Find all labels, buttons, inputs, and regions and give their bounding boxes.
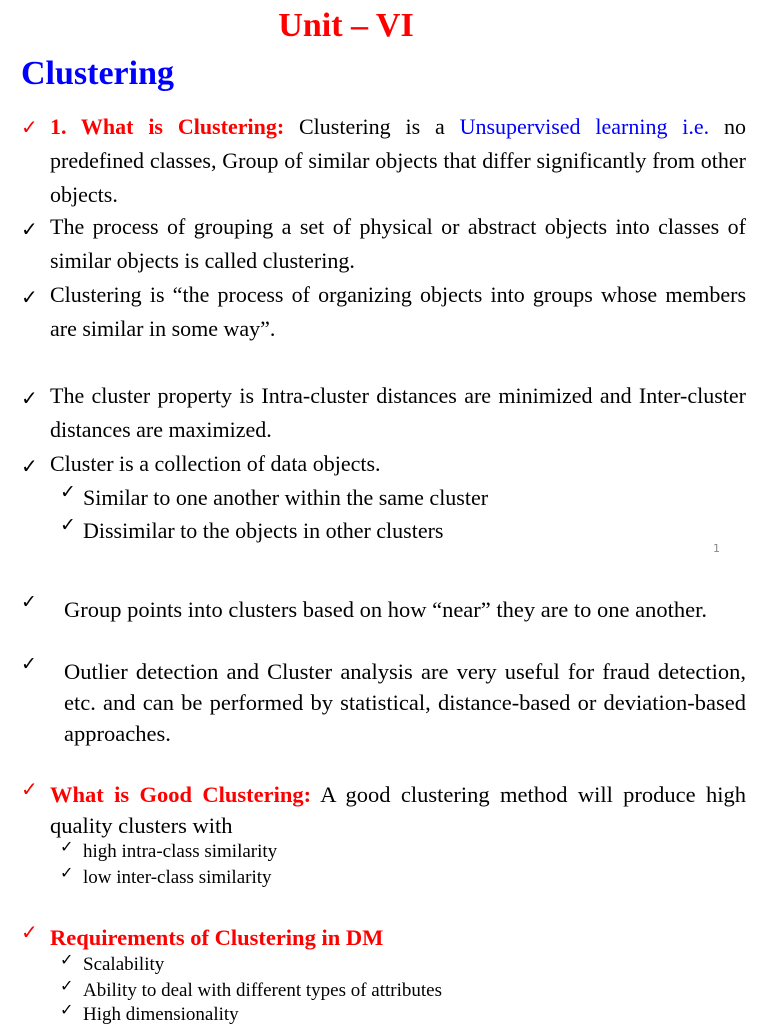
paragraph-text: Clustering is a (284, 114, 460, 139)
check-icon: ✓ (60, 837, 74, 856)
check-icon: ✓ (21, 454, 38, 478)
subitem-high-dimensionality: High dimensionality (83, 1004, 239, 1025)
subitem-high-intra-class: high intra-class similarity (83, 841, 278, 862)
paragraph-text: no predefined classes, Group of similar objects that differ significantly from other objects. (50, 114, 746, 207)
cluster-collection-paragraph: Cluster is a collection of data objects. (50, 451, 381, 476)
unsupervised-learning-highlight: Unsupervised learning i.e. (459, 114, 710, 139)
what-is-clustering-paragraph (50, 110, 746, 212)
check-icon: ✓ (21, 653, 37, 675)
check-icon: ✓ (21, 386, 38, 410)
check-icon: ✓ (21, 591, 37, 613)
outlier-detection-paragraph: Outlier detection and Cluster analysis are very useful for fraud detection, etc. and can be performed by statistical, distance-based or deviation-based approaches. (64, 659, 746, 746)
check-icon: ✓ (60, 863, 74, 882)
check-icon: ✓ (60, 976, 74, 995)
subitem-similar: Similar to one another within the same cluster (83, 485, 489, 510)
page-number: 1 (713, 542, 720, 555)
check-icon: ✓ (60, 1000, 74, 1019)
requirements-heading: Requirements of Clustering in DM (50, 925, 384, 950)
what-is-clustering-heading: 1. What is Clustering: (50, 114, 285, 139)
grouping-process-paragraph: The process of grouping a set of physical or abstract objects into classes of similar objects is called clustering. (50, 214, 746, 273)
subitem-dissimilar: Dissimilar to the objects in other clusters (83, 518, 444, 543)
check-icon: ✓ (21, 920, 38, 944)
good-clustering-paragraph (50, 779, 746, 841)
check-icon: ✓ (60, 950, 74, 969)
check-icon: ✓ (21, 777, 38, 801)
check-icon: ✓ (21, 115, 38, 139)
group-points-paragraph: Group points into clusters based on how “near” they are to one another. (64, 597, 707, 622)
subitem-attributes: Ability to deal with different types of attributes (83, 980, 442, 1001)
paragraph-text: A good clustering method will produce high quality clusters with (50, 782, 746, 838)
unit-title: Unit – VI (278, 7, 414, 44)
check-icon: ✓ (21, 217, 38, 241)
cluster-property-paragraph: The cluster property is Intra-cluster distances are minimized and Inter-cluster distances are maximized. (50, 383, 746, 442)
check-icon: ✓ (60, 481, 76, 503)
subitem-low-inter-class: low inter-class similarity (83, 867, 272, 888)
clustering-definition-paragraph: Clustering is “the process of organizing objects into groups whose members are similar in some way”. (50, 282, 746, 341)
good-clustering-heading: What is Good Clustering: (50, 782, 312, 807)
section-title: Clustering (21, 55, 174, 92)
requirements-paragraph (50, 922, 746, 953)
check-icon: ✓ (21, 285, 38, 309)
subitem-scalability: Scalability (83, 954, 165, 975)
check-icon: ✓ (60, 514, 76, 536)
